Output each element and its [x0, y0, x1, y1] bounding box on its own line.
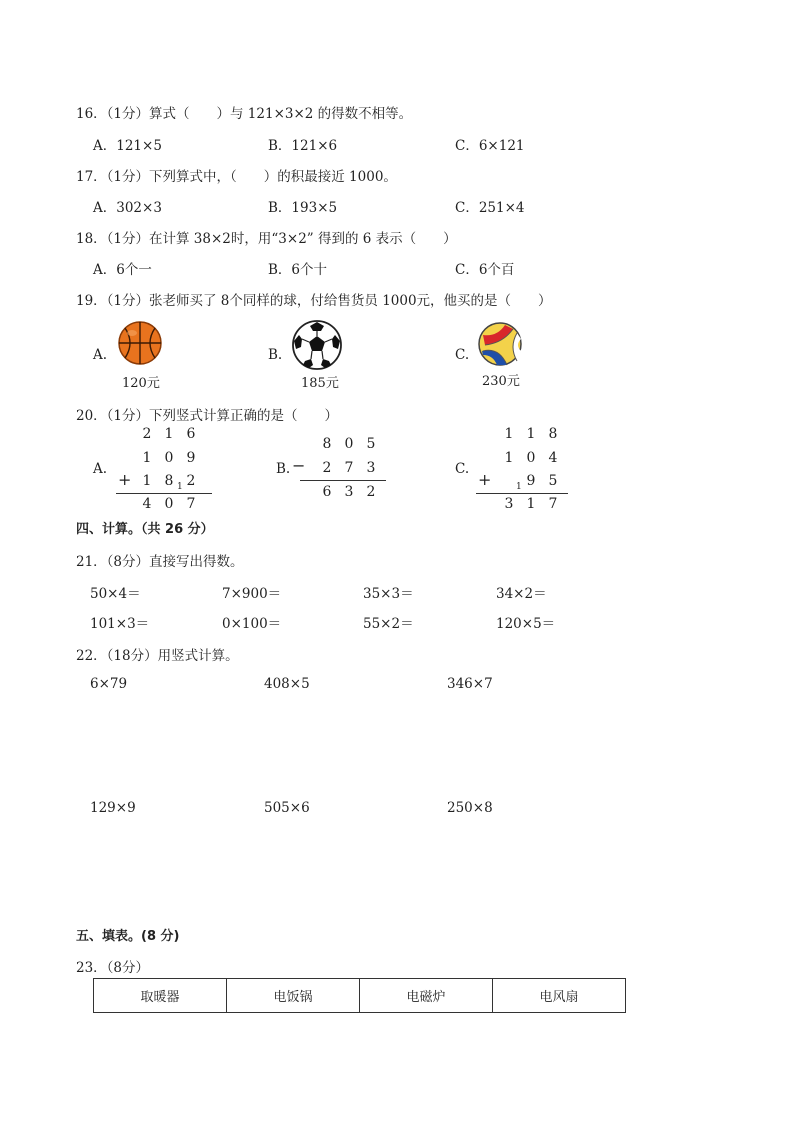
difference-line: [300, 480, 386, 481]
q19-option-c-price: 230元: [482, 374, 520, 389]
basketball-icon: [117, 320, 163, 366]
q17-stem: 17．（1分）下列算式中，（ ）的积最接近 1000。: [76, 169, 397, 185]
q22-stem: 22．（18分）用竖式计算。: [76, 648, 239, 664]
q19-option-a-label[interactable]: A.: [93, 347, 108, 363]
carry-digit: 1: [177, 482, 183, 492]
q20-option-b-label[interactable]: B.: [276, 461, 291, 477]
plus-sign: +: [478, 470, 492, 489]
q19-stem: 19．（1分）张老师买了 8个同样的球，付给售货员 1000元，他买的是（ ）: [76, 293, 552, 309]
q22-item: 129×9: [90, 800, 136, 816]
volleyball-icon: [477, 321, 523, 367]
q22-item: 505×6: [264, 800, 310, 816]
table-header-cell: 电饭锅: [227, 979, 360, 1013]
q23-stem: 23．（8分）: [76, 960, 150, 976]
q20-option-c-label[interactable]: C.: [455, 461, 470, 477]
q18-option-b[interactable]: B．6个十: [268, 262, 328, 278]
q21-item: 50×4＝: [90, 586, 141, 602]
q20-option-c-vertical: 1 1 8 1 0 4 + 9 5 1 3 1 7: [498, 426, 578, 516]
q19-option-b-label[interactable]: B.: [268, 347, 283, 363]
q19-option-b-price: 185元: [301, 376, 339, 391]
q20-stem: 20．（1分）下列竖式计算正确的是（ ）: [76, 408, 339, 424]
carry-digit: 1: [516, 482, 522, 492]
q16-option-b[interactable]: B．121×6: [268, 138, 338, 154]
q21-item: 120×5＝: [496, 616, 556, 632]
q21-item: 0×100＝: [222, 616, 282, 632]
q16-option-a[interactable]: A．121×5: [93, 138, 162, 154]
q22-item: 408×5: [264, 676, 310, 692]
section-5-title: 五、填表。(8 分): [76, 929, 180, 944]
q18-stem: 18．（1分）在计算 38×2时，用“3×2” 得到的 6 表示（ ）: [76, 231, 457, 247]
q22-item: 6×79: [90, 676, 128, 692]
q22-item: 250×8: [447, 800, 493, 816]
q21-item: 7×900＝: [222, 586, 282, 602]
q22-item: 346×7: [447, 676, 493, 692]
q18-option-c[interactable]: C．6个百: [455, 262, 515, 278]
soccer-ball-icon: [291, 319, 343, 371]
minus-sign: −: [292, 456, 306, 475]
q17-option-a[interactable]: A．302×3: [93, 200, 162, 216]
q20-option-a-vertical: 2 1 6 1 0 9 + 1 8 2 1 4 0 7: [136, 426, 216, 516]
q20-option-b-vertical: 8 0 5 − 2 7 3 6 3 2: [316, 436, 396, 506]
table-row: [94, 979, 626, 1013]
appliance-table: [93, 978, 626, 1013]
q16-stem: 16．（1分）算式（ ）与 121×3×2 的得数不相等。: [76, 106, 413, 122]
q21-stem: 21．（8分）直接写出得数。: [76, 554, 244, 570]
q18-option-a[interactable]: A．6个一: [93, 262, 152, 278]
q21-item: 101×3＝: [90, 616, 150, 632]
table-header-cell: 电风扇: [493, 979, 626, 1013]
q20-option-a-label[interactable]: A.: [93, 461, 108, 477]
q17-option-c[interactable]: C．251×4: [455, 200, 525, 216]
table-header-cell: 电磁炉: [360, 979, 493, 1013]
sum-line: [116, 493, 212, 494]
plus-sign: +: [118, 470, 132, 489]
sum-line: [476, 493, 568, 494]
section-4-title: 四、计算。（共 26 分）: [76, 522, 214, 537]
q19-option-a-price: 120元: [122, 376, 160, 391]
q21-item: 35×3＝: [363, 586, 414, 602]
q21-item: 55×2＝: [363, 616, 414, 632]
q16-option-c[interactable]: C．6×121: [455, 138, 525, 154]
q21-item: 34×2＝: [496, 586, 547, 602]
q17-option-b[interactable]: B．193×5: [268, 200, 338, 216]
table-header-cell: 取暖器: [94, 979, 227, 1013]
q19-option-c-label[interactable]: C.: [455, 347, 470, 363]
